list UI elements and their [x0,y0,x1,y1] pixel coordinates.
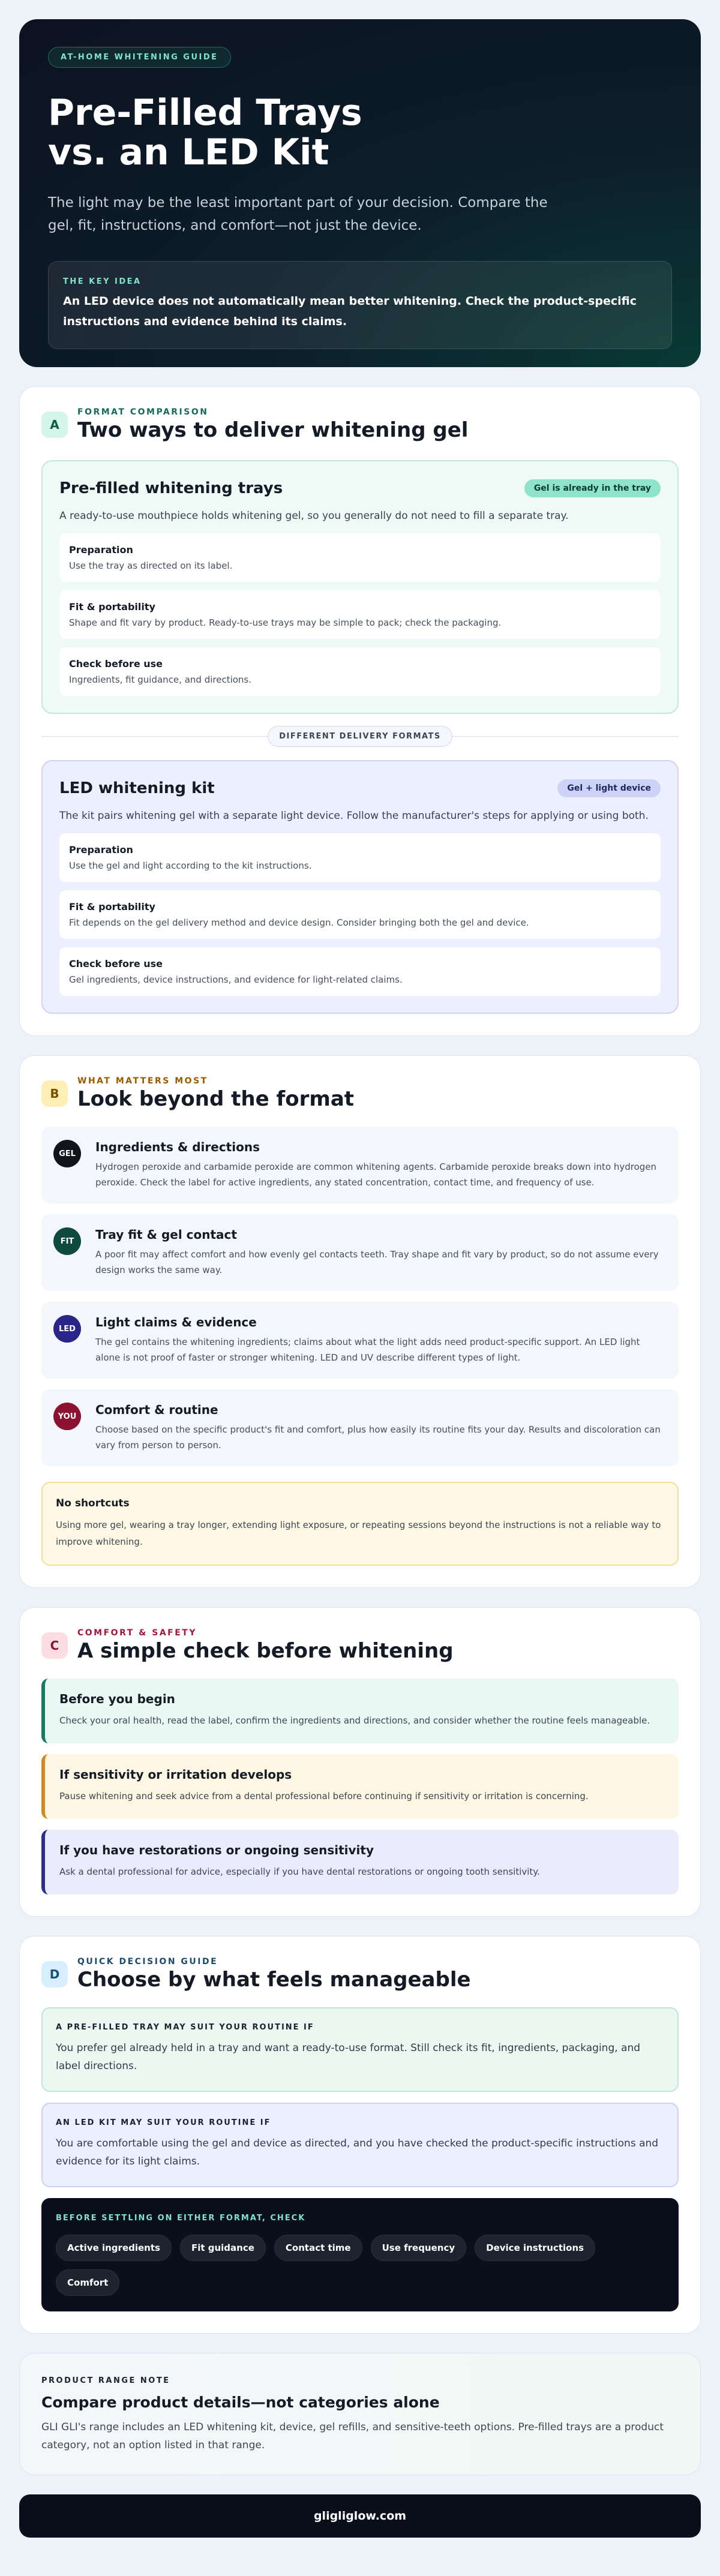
section-format-comparison [19,386,701,1036]
section-title: Two ways to deliver whitening gel [77,418,469,442]
check-title: If you have restorations or ongoing sensitivity [59,1843,374,1857]
format-pill: Gel + light device [557,779,661,797]
section-header [41,1628,679,1663]
callout-title: No shortcuts [56,1497,130,1509]
hero-subtitle: The light may be the least important part of your decision. Compare the gel, fit, instructions, and comfort—not just the device. [48,195,548,233]
led-choice-box [41,2103,679,2187]
detail-item [59,647,661,696]
detail-item [59,890,661,939]
footer-site-link[interactable]: gligliglow.com [19,2494,701,2538]
section-title: A simple check before whitening [77,1639,454,1663]
choice-desc: You prefer gel already held in a tray and want a ready-to-use format. Still check its fit, ingredients, packaging, and label directions. [56,2042,641,2072]
chip: Active ingredients [56,2235,172,2261]
chip: Fit guidance [180,2235,266,2261]
key-idea-box [48,261,672,349]
section-header [41,407,679,442]
chip: Use frequency [371,2235,467,2261]
section-header [41,1076,679,1111]
detail-item [59,833,661,882]
feature-item [41,1214,679,1291]
feature-title: Comfort & routine [95,1403,218,1417]
detail-title: Check before use [69,958,163,969]
check-title: If sensitivity or irritation develops [59,1767,292,1782]
feature-item [41,1127,679,1203]
product-range-note [19,2353,701,2475]
format-divider [41,726,679,747]
section-title: Choose by what feels manageable [77,1968,471,1992]
section-eyebrow: COMFORT & SAFETY [77,1628,197,1638]
detail-title: Preparation [69,844,133,855]
detail-title: Check before use [69,658,163,669]
fit-icon: FIT [53,1227,81,1255]
feature-item [41,1389,679,1466]
detail-desc: Fit depends on the gel delivery method and device design. Consider bringing both the gel and device. [69,917,529,928]
section-eyebrow: WHAT MATTERS MOST [77,1076,208,1086]
check-desc: Check your oral health, read the label, confirm the ingredients and directions, and consider whether the routine feels manageable. [59,1715,650,1726]
section-badge: A [41,412,68,438]
tray-choice-box [41,2007,679,2092]
format-pill: Gel is already in the tray [524,479,661,497]
feature-desc: Choose based on the specific product's fit and comfort, plus how easily its routine fits your day. Results and discoloration can vary from person to person. [95,1424,661,1451]
detail-desc: Shape and fit vary by product. Ready-to-use trays may be simple to pack; check the packaging. [69,617,502,628]
page-title: Pre-Filled Trays vs. an LED Kit [48,92,362,173]
divider-label: DIFFERENT DELIVERY FORMATS [268,726,452,747]
checklist-chips [56,2235,632,2296]
choice-label: AN LED KIT MAY SUIT YOUR ROUTINE IF [56,2118,271,2127]
detail-item [59,590,661,639]
feature-item [41,1302,679,1379]
chip: Contact time [274,2235,362,2261]
hero-banner [19,19,701,367]
section-title: Look beyond the format [77,1087,355,1111]
format-title: LED whitening kit [59,779,215,797]
feature-title: Tray fit & gel contact [95,1227,237,1242]
section-eyebrow: QUICK DECISION GUIDE [77,1957,218,1966]
gel-icon: GEL [53,1140,81,1167]
note-label: PRODUCT RANGE NOTE [41,2376,170,2385]
feature-desc: A poor fit may affect comfort and how evenly gel contacts teeth. Tray shape and fit vary by product, so do not assume every design works the same way. [95,1249,659,1275]
section-badge: D [41,1961,68,1987]
note-desc: GLI GLI's range includes an LED whitening kit, device, gel refills, and sensitive-teeth options. Pre-filled trays are a product category, not an option listed in that range. [41,2421,664,2451]
prefilled-trays-card [41,460,679,714]
feature-desc: The gel contains the whitening ingredients; claims about what the light adds need product-specific support. An LED light alone is not proof of faster or stronger whitening. LED and UV describe different types of light. [95,1337,640,1363]
section-header [41,1957,679,1992]
feature-title: Ingredients & directions [95,1140,260,1154]
detail-item [59,947,661,996]
feature-desc: Hydrogen peroxide and carbamide peroxide are common whitening agents. Carbamide peroxide breaks down into hydrogen peroxide. Check the label for active ingredients, any stated concentration, contact time, and frequency of use. [95,1161,657,1188]
checklist-box [41,2198,679,2311]
check-item [41,1679,679,1743]
check-desc: Ask a dental professional for advice, especially if you have dental restorations or ongoing tooth sensitivity. [59,1866,540,1877]
no-shortcuts-callout [41,1482,679,1566]
format-title: Pre-filled whitening trays [59,479,283,497]
chip: Comfort [56,2269,119,2296]
section-eyebrow: FORMAT COMPARISON [77,407,209,417]
detail-title: Preparation [69,544,133,556]
detail-title: Fit & portability [69,601,155,613]
section-what-matters [19,1055,701,1588]
led-kit-card [41,760,679,1014]
format-description: A ready-to-use mouthpiece holds whitening gel, so you generally do not need to fill a separate tray. [59,510,569,522]
detail-desc: Use the tray as directed on its label. [69,560,233,571]
checklist-label: BEFORE SETTLING ON EITHER FORMAT, CHECK [56,2214,306,2223]
choice-label: A PRE-FILLED TRAY MAY SUIT YOUR ROUTINE IF [56,2023,314,2032]
section-badge: B [41,1080,68,1107]
key-idea-label: THE KEY IDEA [63,277,142,286]
check-item [41,1754,679,1819]
callout-desc: Using more gel, wearing a tray longer, extending light exposure, or repeating sessions beyond the instructions is not a reliable way to improve whitening. [56,1520,661,1547]
detail-title: Fit & portability [69,901,155,912]
detail-desc: Ingredients, fit guidance, and directions. [69,674,252,685]
choice-desc: You are comfortable using the gel and device as directed, and you have checked the product-specific instructions and evidence for its light claims. [56,2137,659,2167]
led-icon: LED [53,1315,81,1343]
format-description: The kit pairs whitening gel with a separate light device. Follow the manufacturer's steps for applying or using both. [59,810,649,822]
guide-tag: AT-HOME WHITENING GUIDE [48,47,231,68]
detail-desc: Use the gel and light according to the kit instructions. [69,860,312,871]
note-title: Compare product details—not categories alone [41,2394,440,2411]
detail-desc: Gel ingredients, device instructions, and evidence for light-related claims. [69,974,403,985]
you-icon: YOU [53,1403,81,1430]
key-idea-text: An LED device does not automatically mean better whitening. Check the product-specific instructions and evidence behind its claims. [63,295,637,328]
check-item [41,1830,679,1895]
section-badge: C [41,1632,68,1659]
section-decision-guide [19,1936,701,2334]
chip: Device instructions [475,2235,595,2261]
check-title: Before you begin [59,1692,175,1706]
detail-item [59,533,661,582]
check-desc: Pause whitening and seek advice from a dental professional before continuing if sensitivity or irritation is concerning. [59,1791,589,1802]
feature-title: Light claims & evidence [95,1315,257,1329]
section-comfort-safety [19,1607,701,1917]
